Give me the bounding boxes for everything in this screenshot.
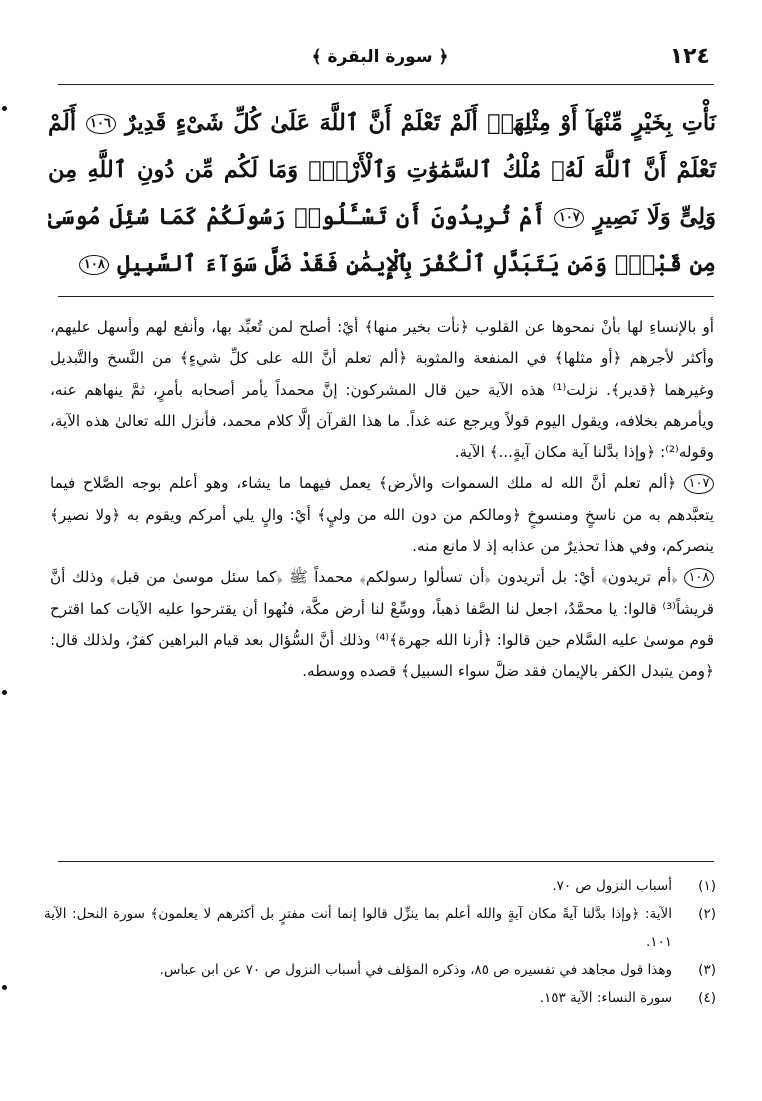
footnote (44, 900, 716, 956)
tafsir-paragraph-body: ﴿أم تريدون﴾ أيْ: بل أتريدون ﴿أن تسألوا رسولكم﴾ محمداً ﷺ ﴿كما سئل موسىٰ من قبل﴾ وذلك أنَّ قريشاً⁽³⁾ قالوا: يا محمَّدُ، اجعل لنا الصَّفا ذهباً، ووسِّعْ لنا أرض مكَّة، فنُهوا أن يقترحوا عليه الآيات كما اقترح قوم موسىٰ عليه السَّلام حين قالوا: ﴿أرنا الله جهرة﴾⁽⁴⁾ وذلك أنَّ السُّؤال بعد قيام البراهين كفرٌ، ولذلك قال: ﴿ومن يتبدل الكفر بالإيمان فقد ضلَّ سواء السبيل﴾ قصده ووسطه. (50, 568, 714, 681)
footnote-number: (٣) (698, 962, 716, 978)
footnote-text: الآية: ﴿وإذا بدَّلنا آيةً مكان آيةٍ والله أعلم بما ينزِّل قالوا إنما أنت مفترٍ بل أكثرهم لا يعلمون﴾ سورة النحل: الآية ١٠١. (44, 906, 672, 950)
ayah-number-marker: ١٠٦ (86, 114, 116, 134)
footnote-text: وهذا قول مجاهد في تفسيره ص ٨٥، وذكره المؤلف في أسباب النزول ص ٧٠ عن ابن عباس. (159, 962, 672, 978)
quran-rule (58, 296, 714, 297)
footnote (44, 872, 716, 900)
footnotes (44, 872, 716, 1012)
quran-segment: أَلَمْ تَعْلَمْ أَنَّ ٱللَّهَ لَهُۥ مُلْكُ ٱلسَّمَٰوَٰتِ وَٱلْأَرْضِۗ وَمَا لَكُم مِّن دُونِ ٱللَّهِ مِن وَلِىٍّ وَلَا نَصِيرٍ (48, 110, 716, 230)
tafsir-paragraph: أو بالإنساءِ لها بأنْ نمحوها عن القلوب ﴿نأت بخير منها﴾ أيْ: أصلح لمن تُعبِّد بها، وأنفع لهم وأسهل عليهم، وأكثر لأجرهم ﴿أو مثلها﴾ في المنفعة والمثوبة ﴿ألم تعلم أنَّ الله على كلِّ شيءٍ﴾ من النَّسخ والتَّبديل وغيرهما ﴿قدير﴾. نزلت⁽¹⁾ هذه الآية حين قال المشركون: إنَّ محمداً يأمر أصحابه بأمرٍ، ثمَّ ينهاهم عنه، ويأمرهم بخلافه، ويقول اليوم قولاً ويرجع عنه غداً. ما هذا القرآن إلَّا كلام محمد، فأنزل الله تعالىٰ هذه الآية، وقوله⁽²⁾: ﴿وإذا بدَّلنا آية مكان آيةٍ...﴾ الآية. (50, 318, 714, 462)
footnote-number: (٢) (698, 906, 716, 922)
footnote-text: أسباب النزول ص ٧٠. (552, 878, 672, 894)
scan-speck (2, 690, 7, 695)
tafsir-text (50, 312, 714, 688)
surah-title: ﴿ سورة البقرة ﴾ (311, 47, 449, 67)
ayah-number-marker: ١٠٨ (684, 568, 714, 588)
footnote (44, 984, 716, 1012)
tafsir-paragraph-body: ﴿ألم تعلم أنَّ الله له ملك السموات والأرض﴾ يعمل فيهما ما يشاء، وهو أعلم بوجه الصَّلاح فيما يتعبَّدهم به من ناسخٍ ومنسوخٍ ﴿ومالكم من دون الله من وليٍ﴾ أيْ: والٍ يلي أمركم ويقوم به ﴿ولا نصير﴾ ينصركم، وفي هذا تحذيرٌ من عذابه إذ لا مانع منه. (50, 474, 714, 556)
ayah-number-marker: ١٠٧ (554, 208, 584, 228)
quran-segment: نَأْتِ بِخَيْرٍ مِّنْهَآ أَوْ مِثْلِهَآۗ أَلَمْ تَعْلَمْ أَنَّ ٱللَّهَ عَلَىٰ كُلِّ شَىْءٍ قَدِيرٌ (124, 110, 716, 136)
quran-text (48, 100, 716, 288)
page-header (40, 36, 720, 76)
page-number: ١٢٤ (669, 44, 710, 69)
footnote-number: (١) (698, 878, 716, 894)
ayah-number-marker: ١٠٨ (79, 255, 109, 275)
footnote (44, 956, 716, 984)
scan-speck (2, 106, 7, 111)
quran-segment: أَمْ تُرِيدُونَ أَن تَسْـَٔلُوا۟ رَسُولَكُمْ كَمَا سُئِلَ مُوسَىٰ مِن قَبْلُۗ وَمَن يَتَبَدَّلِ ٱلْكُفْرَ بِٱلْإِيمَٰنِ فَقَدْ ضَلَّ سَوَآءَ ٱلسَّبِيلِ (48, 204, 716, 277)
scan-speck (2, 985, 7, 990)
tafsir-paragraph (50, 562, 714, 687)
header-rule (58, 84, 714, 85)
footnote-rule (58, 861, 714, 862)
footnote-number: (٤) (698, 990, 716, 1006)
ayah-number-marker: ١٠٧ (684, 474, 714, 494)
tafsir-paragraph (50, 468, 714, 562)
footnote-text: سورة النساء: الآية ١٥٣. (539, 990, 672, 1006)
